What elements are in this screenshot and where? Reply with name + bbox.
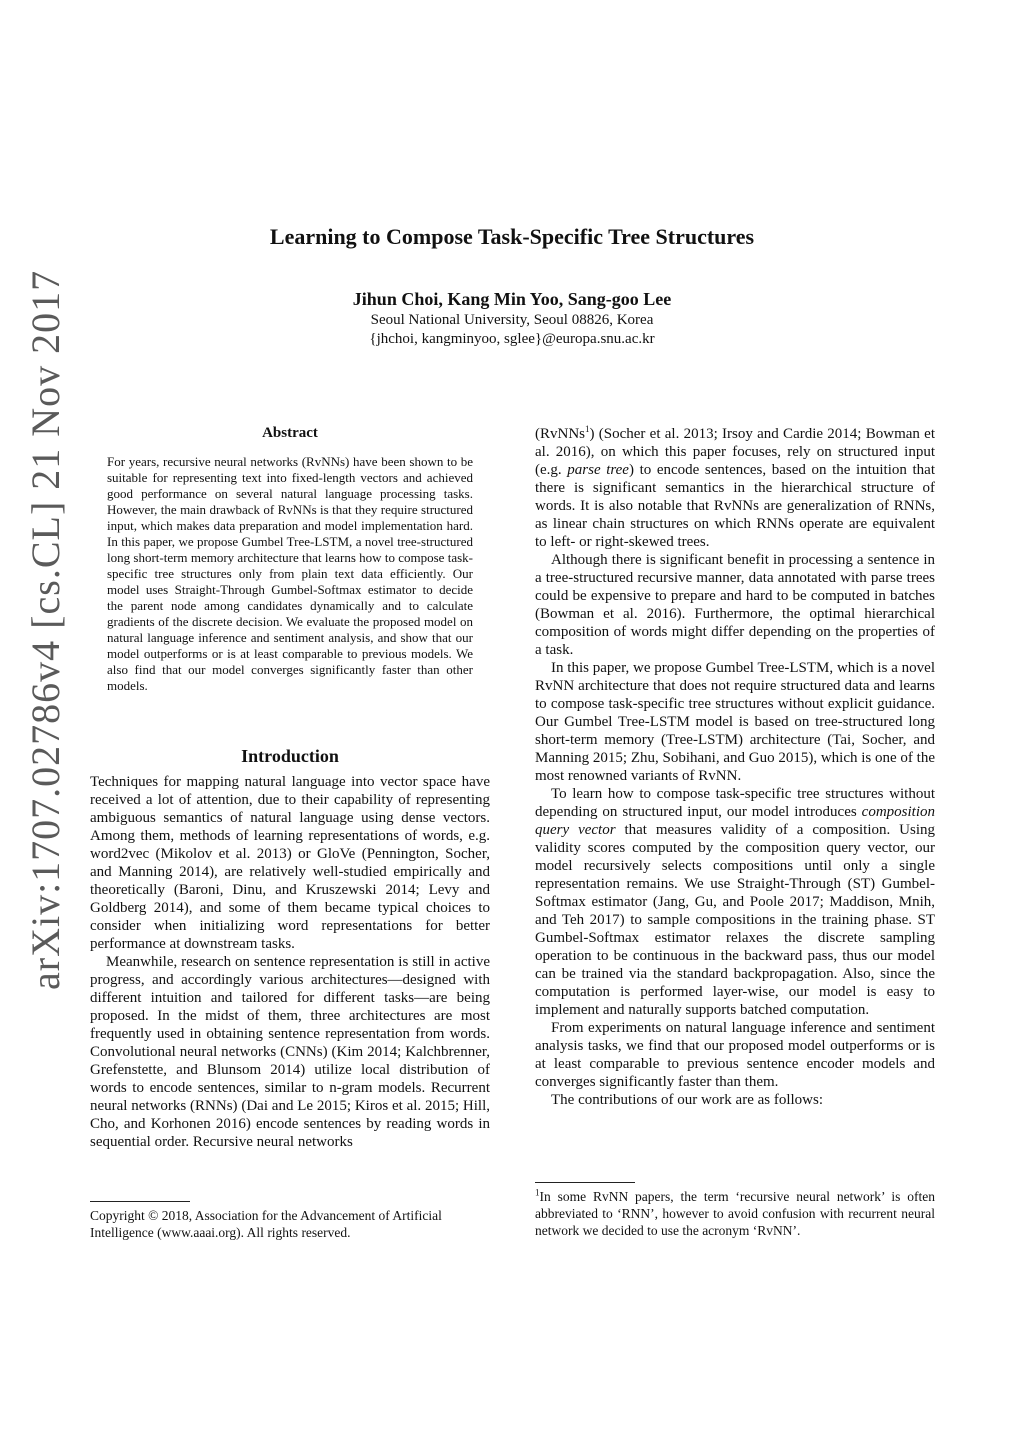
abstract-text: For years, recursive neural networks (RvNNs) have been shown to be suitable for representing text into fixed-length vectors and achieved good performance on several natural language processing tasks. However, the main drawback of RvNNs is that they require structured input, which makes data preparation and model implementation hard. In this paper, we propose Gumbel Tree-LSTM, a novel tree-structured long short-term memory architecture that learns how to compose task-specific tree structures only from plain text data efficiently. Our model uses Straight-Through Gumbel-Softmax estimator to decide the parent node among candidates dynamically and to calculate gradients of the discrete decision. We evaluate the proposed model on natural language inference and sentiment analysis, and show that our model outperforms or is at least comparable to previous models. We also find that our model converges significantly faster than other models. — [107, 454, 473, 693]
abstract-heading: Abstract — [262, 425, 318, 441]
footnote-marker: 1 — [585, 424, 590, 434]
paragraph: From experiments on natural language inference and sentiment analysis tasks, we find that our proposed model outperforms or is at least comparable to previous sentence encoder models and converges significantly faster than them. — [535, 1020, 935, 1090]
arxiv-identifier: arXiv:1707.02786v4 [cs.CL] 21 Nov 2017 — [23, 269, 68, 990]
footnote-rule — [535, 1182, 635, 1183]
paragraph: (RvNNs$^1$) (Socher et al. 2013; Irsoy and Cardie 2014; Bowman et al. 2016), on which this paper focuses, rely on structured input (e.g. parse tree) to encode sentences, based on the intuition that there is significant semantics in the hierarchical structure of words. It is also notable that RvNNs are generalization of RNNs, as linear chain structures on which RNNs operate are equivalent to left- or right-skewed trees. — [535, 424, 935, 550]
author-list: Jihun Choi, Kang Min Yoo, Sang-goo Lee — [352, 289, 672, 309]
introduction-body — [90, 773, 490, 1151]
paragraph: The contributions of our work are as follows: — [551, 1092, 824, 1108]
paragraph: Meanwhile, research on sentence representation is still in active progress, and accordingly various architectures—designed with different intuition and tailored for different tasks—are being proposed. In the midst of them, three architectures are most frequently used in obtaining sentence representation from words. Convolutional neural networks (CNNs) (Kim 2014; Kalchbrenner, Grefenstette, and Blunsom 2014) utilize local distribution of words to encode sentences, similar to n-gram models. Recurrent neural networks (RNNs) (Dai and Le 2015; Kiros et al. 2015; Hill, Cho, and Korhonen 2016) encode sentences by reading words in sequential order. Recursive neural networks — [90, 954, 490, 1150]
paragraph: To learn how to compose task-specific tree structures without depending on structured input, our model introduces composition query vector that measures validity of a composition. Using validity scores computed by the composition query vector, our model recursively selects compositions until only a single representation remains. We use Straight-Through (ST) Gumbel-Softmax estimator (Jang, Gu, and Poole 2017; Maddison, Mnih, and Teh 2017) to sample compositions in the training phase. ST Gumbel-Softmax estimator relaxes the discrete sampling operation to be continuous in the backward pass, thus our model can be trained via the standard backpropagation. Also, since the computation is performed layer-wise, our model is easy to implement and naturally supports batched computation. — [535, 786, 935, 1018]
footnote: $^1$In some RvNN papers, the term ‘recursive neural network’ is often abbreviated to ‘RNN’, however to avoid confusion with recurrent neural network we decided to use the acronym ‘RvNN’. — [535, 1187, 935, 1238]
copyright-notice: Copyright © 2018, Association for the Advancement of Artificial Intelligence (www.aaai.org). All rights reserved. — [90, 1208, 442, 1240]
introduction-heading: Introduction — [241, 746, 339, 766]
author-emails: {jhchoi, kangminyoo, sglee}@europa.snu.ac.kr — [369, 331, 655, 347]
affiliation: Seoul National University, Seoul 08826, Korea — [370, 312, 654, 328]
copyright-rule — [90, 1201, 190, 1202]
paper-title: Learning to Compose Task-Specific Tree Structures — [269, 224, 755, 249]
right-column-body — [535, 425, 935, 1109]
paragraph: Techniques for mapping natural language into vector space have received a lot of attention, due to their capability of representing ambiguous semantics of natural language using dense vectors. Among them, methods of learning representations of words, e.g. word2vec (Mikolov et al. 2013) or GloVe (Pennington, Socher, and Manning 2014), are relatively well-studied empirically and theoretically (Baroni, Dinu, and Kruszewski 2014; Levy and Goldberg 2014), and some of them became typical choices to consider when initializing word representations for better performance at downstream tasks. — [90, 774, 490, 952]
paragraph: Although there is significant benefit in processing a sentence in a tree-structured recursive manner, data annotated with parse trees could be expensive to prepare and hard to be computed in batches (Bowman et al. 2016). Furthermore, the optimal hierarchical composition of words might differ depending on the properties of a task. — [535, 552, 935, 658]
paragraph: In this paper, we propose Gumbel Tree-LSTM, which is a novel RvNN architecture that does not require structured data and learns to compose task-specific tree structures without explicit guidance. Our Gumbel Tree-LSTM model is based on tree-structured long short-term memory (Tree-LSTM) architecture (Tai, Socher, and Manning 2015; Zhu, Sobihani, and Guo 2015), which is one of the most renowned variants of RvNN. — [535, 660, 935, 784]
